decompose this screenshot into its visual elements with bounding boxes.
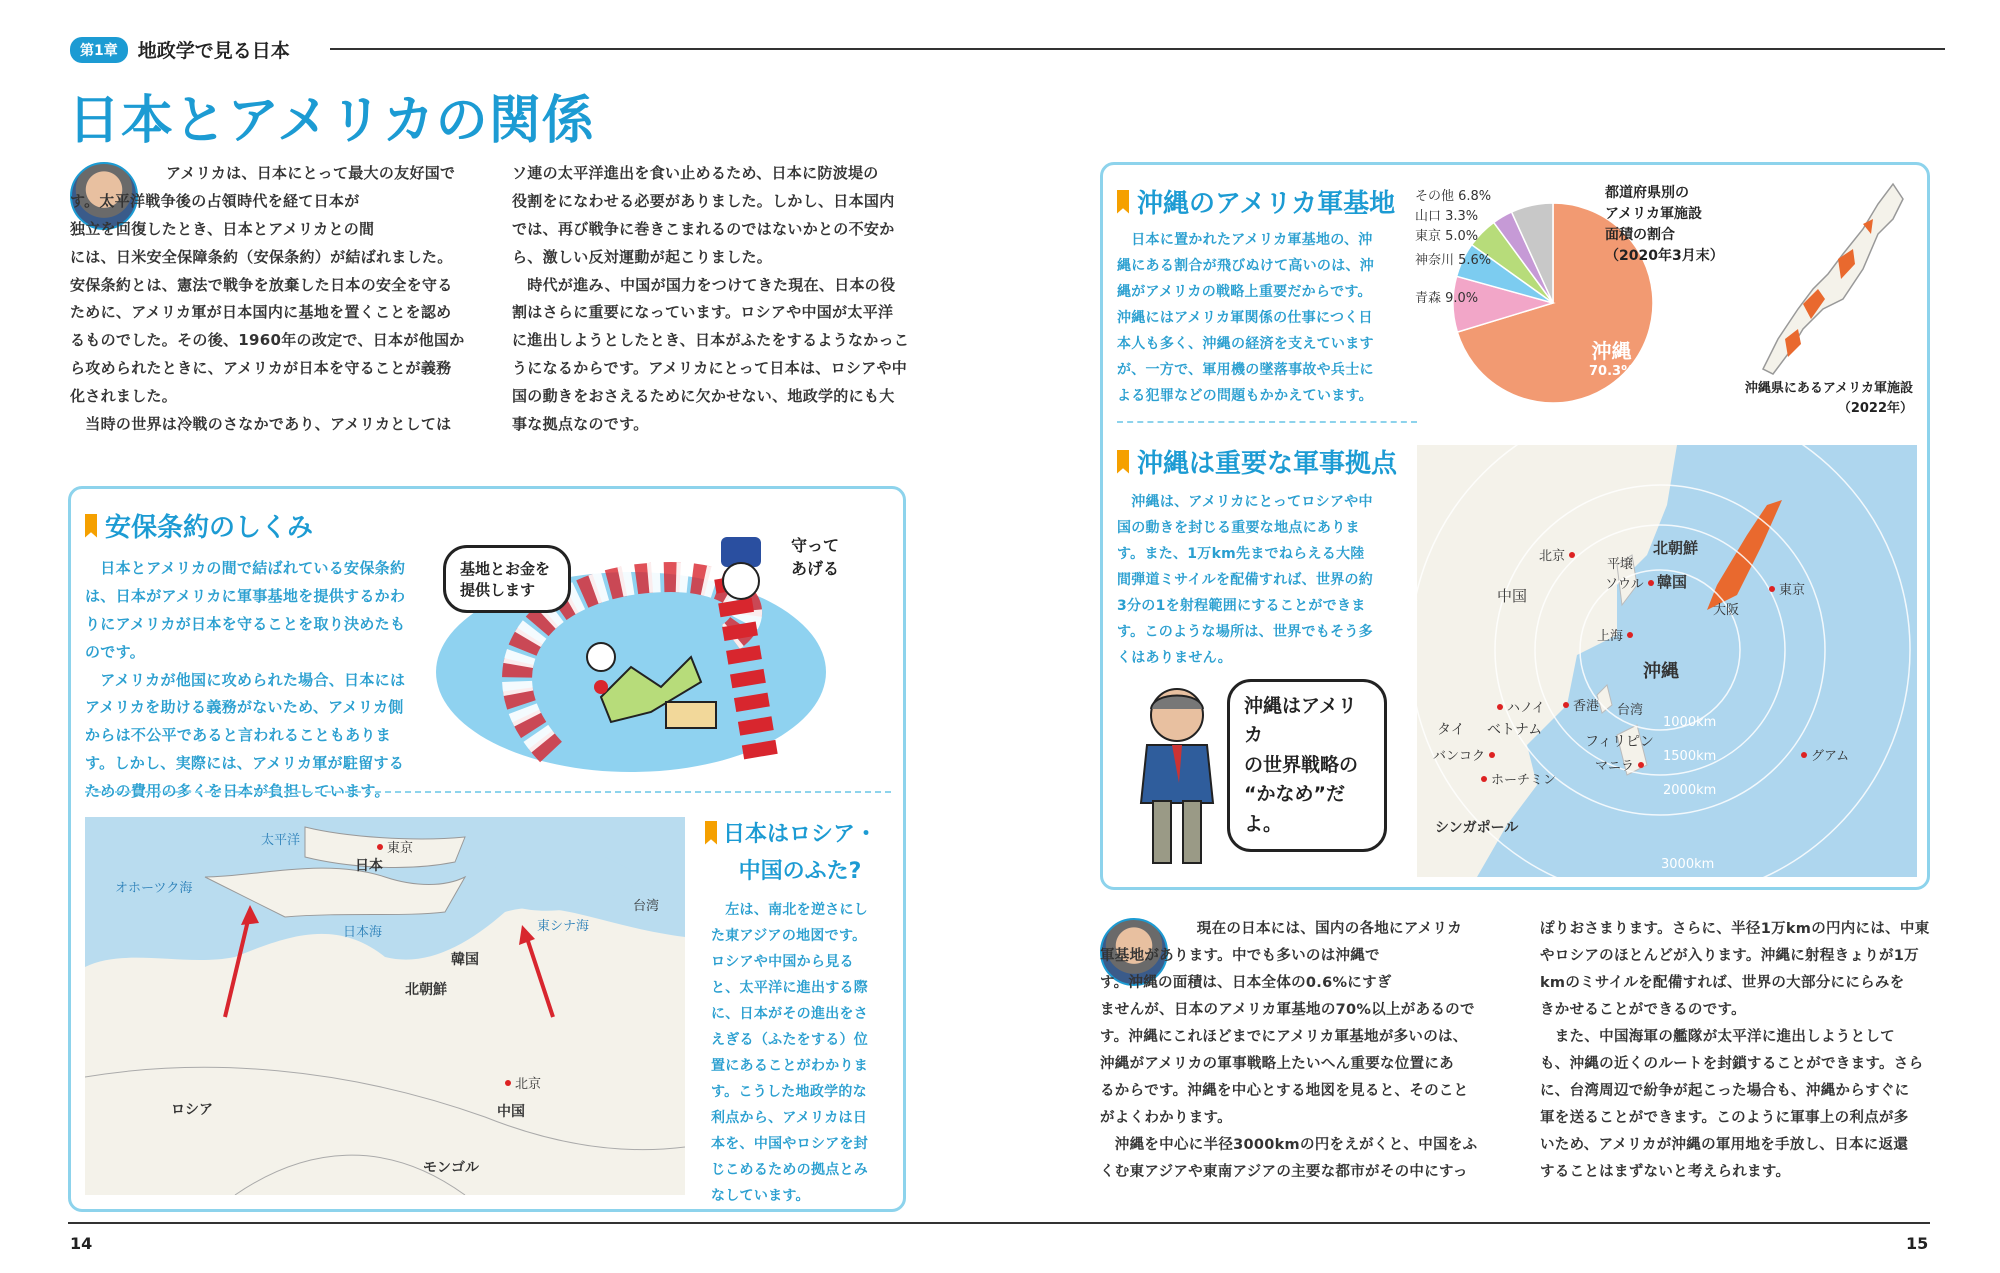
flag-icon [1117,450,1129,474]
inverted-east-asia-map [85,817,685,1195]
ampo-title: 安保条約のしくみ [105,513,314,543]
range-label-taiwan: 台湾 [1617,703,1644,718]
page-title: 日本とアメリカの関係 [68,91,595,151]
pie-label-kanagawa: 神奈川 5.6% [1415,253,1492,268]
range-ring-1500: 1500km [1663,749,1717,764]
pie-caption: 都道府県別の アメリカ軍施設 面積の割合 （2020年3月末） [1605,185,1724,264]
ampo-bubble-left: 基地とお金を 提供します [443,545,571,613]
lid-text: 左は、南北を逆さにし た東アジアの地図です。 ロシアや中国から見る と、太平洋に進出する際 に、日本がその進出をさ えぎる（ふたをする）位 置にあることがわかりま す。こうした地政学的な 利点から、アメリカは日 本を、中国やロシアを封 じこめるための拠点とみ なしています。 [711,902,869,1205]
strategic-bubble: 沖縄はアメリカ の世界戦略の “かなめ”だよ。 [1227,679,1387,852]
range-label-singapore: シンガポール [1435,820,1519,836]
okinawa-panel [1100,162,1930,890]
range-city-beijing: 北京 [1539,545,1575,564]
range-label-north-korea: 北朝鮮 [1653,539,1699,557]
range-label-thailand: タイ [1437,722,1465,738]
header-rule [330,48,1945,50]
panel-divider [85,791,891,793]
range-label-korea: 韓国 [1657,573,1688,591]
map-label-pacific: 太平洋 [261,833,301,848]
range-city-bangkok: バンコク [1433,745,1495,764]
map-label-okhotsk: オホーツク海 [115,881,193,896]
okinawa-map-caption: 沖縄県にあるアメリカ軍施設 （2022年） [1744,381,1913,416]
lid-title-line-2: 中国のふた? [738,859,862,884]
map-label-russia: ロシア [171,1102,213,1118]
pie-label-aomori: 青森 9.0% [1415,291,1479,306]
okinawa-range-map [1417,445,1917,877]
pie-label-sonota: その他 6.8% [1415,189,1492,204]
map-label-mongolia: モンゴル [423,1160,479,1176]
range-label-osaka: 大阪 [1713,603,1740,618]
ampo-panel [68,486,906,1212]
range-label-vietnam: ベトナム [1487,722,1543,738]
strategic-heading [1117,443,1397,480]
pie-label-okinawa: 沖縄 70.3% [1589,339,1635,379]
range-city-guam: グアム [1801,745,1849,764]
range-ring-2000: 2000km [1663,783,1717,798]
page-number-right: 15 [1906,1234,1929,1253]
flag-icon [705,821,717,845]
range-city-hanoi: ハノイ [1497,697,1545,716]
range-label-philippines: フィリピン [1585,734,1654,750]
chapter-header [70,36,290,63]
okinawa-bases-title: 沖縄のアメリカ軍基地 [1137,189,1396,219]
range-city-manila: マニラ [1595,755,1644,774]
page-number-left: 14 [70,1234,93,1253]
range-label-okinawa: 沖縄 [1643,661,1679,682]
map-label-north-korea: 北朝鮮 [405,982,447,998]
map-label-east-china-sea: 東シナ海 [537,919,590,934]
flag-icon [1117,190,1129,214]
ampo-text: 日本とアメリカの間で結ばれている安保条約 は、日本がアメリカに軍事基地を提供するかわ りにアメリカが日本を守ることを取り決めたも のです。 アメリカが他国に攻められた場合、日本には アメリカを助ける義務がないため、アメリカ側 からは不公平であると言われることもありま す。しかし、実際には、アメリカ軍が駐留する ための費用の多くを日本が負担しています。 [85,559,406,801]
range-ring-3000: 3000km [1661,857,1715,872]
lid-heading [705,817,895,885]
pie-label-tokyo: 東京 5.0% [1415,229,1479,244]
range-city-hongkong: 香港 [1563,695,1599,714]
intro-column-2: ソ連の太平洋進出を食い止めるため、日本に防波堤の 役割をになわせる必要がありました。しかし、日本国内 では、再び戦争に巻きこまれるのではないかとの不安か ら、激しい反対運動が起こりました。 時代が進み、中国が国力をつけてきた現在、日本の役 割はさらに重要になっています。ロシアや中国が太平洋 に進出しようとしたとき、日本がふたをするようなかっこ うになるからです。アメリカにとって日本は、ロシアや中 国の動きをおさえるために欠かせない、地政学的にも大 事な拠点なのです。 [512,164,910,434]
range-city-seoul: ソウル [1605,573,1654,592]
range-ring-1000: 1000km [1663,715,1717,730]
flag-icon [85,514,97,538]
range-city-hochiminh: ホーチミン [1481,769,1556,788]
map-label-china: 中国 [497,1104,525,1120]
bottom-column-1: 現在の日本には、国内の各地にアメリカ 軍基地があります。中でも多いのは沖縄で す。沖縄の面積は、日本全体の0.6%にすぎ ませんが、日本のアメリカ軍基地の70%以上があるので す。沖縄にこれほどまでにアメリカ軍基地が多いのは、 沖縄がアメリカの軍事戦略上たいへん重要な位置にあ るからです。沖縄を中心とする地図を見ると、そのこと がよくわかります。 沖縄を中心に半径3000kmの円をえがくと、中国をふ くむ東アジアや東南アジアの主要な都市がその中にすっ [1100,921,1478,1180]
commentator-figure-svg [1117,683,1237,869]
inverted-map-svg [85,817,685,1195]
map-label-taiwan: 台湾 [633,899,660,914]
strategic-text: 沖縄は、アメリカにとってロシアや中 国の動きを封じる重要な地点にありま す。また、1万km先までねらえる大陸 間弾道ミサイルを配備すれば、世界の約 3分の1を射程範囲にすることができま す。このような場所は、世界でもそう多 くはありません。 [1117,494,1374,667]
bottom-column-2: ぽりおさまります。さらに、半径1万kmの円内には、中東 やロシアのほとんどが入ります。沖縄に射程きょりが1万 kmのミサイルを配備すれば、世界の大部分ににらみを きかせることができるのです。 また、中国海軍の艦隊が太平洋に進出しようとして も、沖縄の近くのルートを封鎖することができます。さら に、台湾周辺で紛争が起こった場合も、沖縄からすぐに 軍を送ることができます。このように軍事上の利点が多 いため、アメリカが沖縄の軍用地を手放し、日本に返還 することはまずないと考えられます。 [1540,921,1930,1180]
range-city-tokyo: 東京 [1769,579,1805,598]
okinawa-bases-heading [1117,183,1395,220]
range-city-shanghai: 上海 [1597,625,1633,644]
footer-rule [68,1222,1930,1224]
ampo-heading [85,507,313,544]
okinawa-map-svg [1743,179,1913,379]
map-city-tokyo: 東京 [377,837,413,856]
commentator-figure [1117,683,1237,869]
chapter-badge: 第1章 [70,37,128,63]
map-city-beijing: 北京 [505,1073,541,1092]
range-label-china: 中国 [1497,587,1528,605]
pie-label-yamaguchi: 山口 3.3% [1415,209,1479,224]
chapter-title: 地政学で見る日本 [137,40,290,62]
ampo-bubble-right: 守って あげる [791,536,840,578]
panel-divider [1117,421,1417,423]
strategic-title: 沖縄は重要な軍事拠点 [1137,449,1398,479]
lid-title-line-1: 日本はロシア・ [723,822,878,847]
map-label-japan: 日本 [355,858,383,874]
map-label-korea: 韓国 [451,952,479,968]
okinawa-bases-text: 日本に置かれたアメリカ軍基地の、沖 縄にある割合が飛びぬけて高いのは、沖 縄がアメリカの戦略上重要だからです。 沖縄にはアメリカ軍関係の仕事につく日 本人も多く、沖縄の経済を支えています が、一方で、軍用機の墜落事故や兵士に よる犯罪などの問題もかかえています。 [1117,232,1375,405]
intro-column-1: アメリカは、日本にとって最大の友好国で す。太平洋戦争後の占領時代を経て日本が 独立を回復したとき、日本とアメリカとの間 には、日米安全保障条約（安保条約）が結ばれました。 安保条約とは、憲法で戦争を放棄した日本の安全を守る ために、アメリカ軍が日本国内に基地を置くことを認め るものでした。その後、1960年の改定で、日本が他国か ら攻められたときに、アメリカが日本を守ることが義務 化されました。 当時の世界は冷戦のさなかであり、アメリカとしては [70,164,465,434]
map-label-sea-of-japan: 日本海 [343,925,383,940]
okinawa-islands-map [1743,179,1913,379]
range-label-pyongyang: 平壌 [1607,557,1634,572]
